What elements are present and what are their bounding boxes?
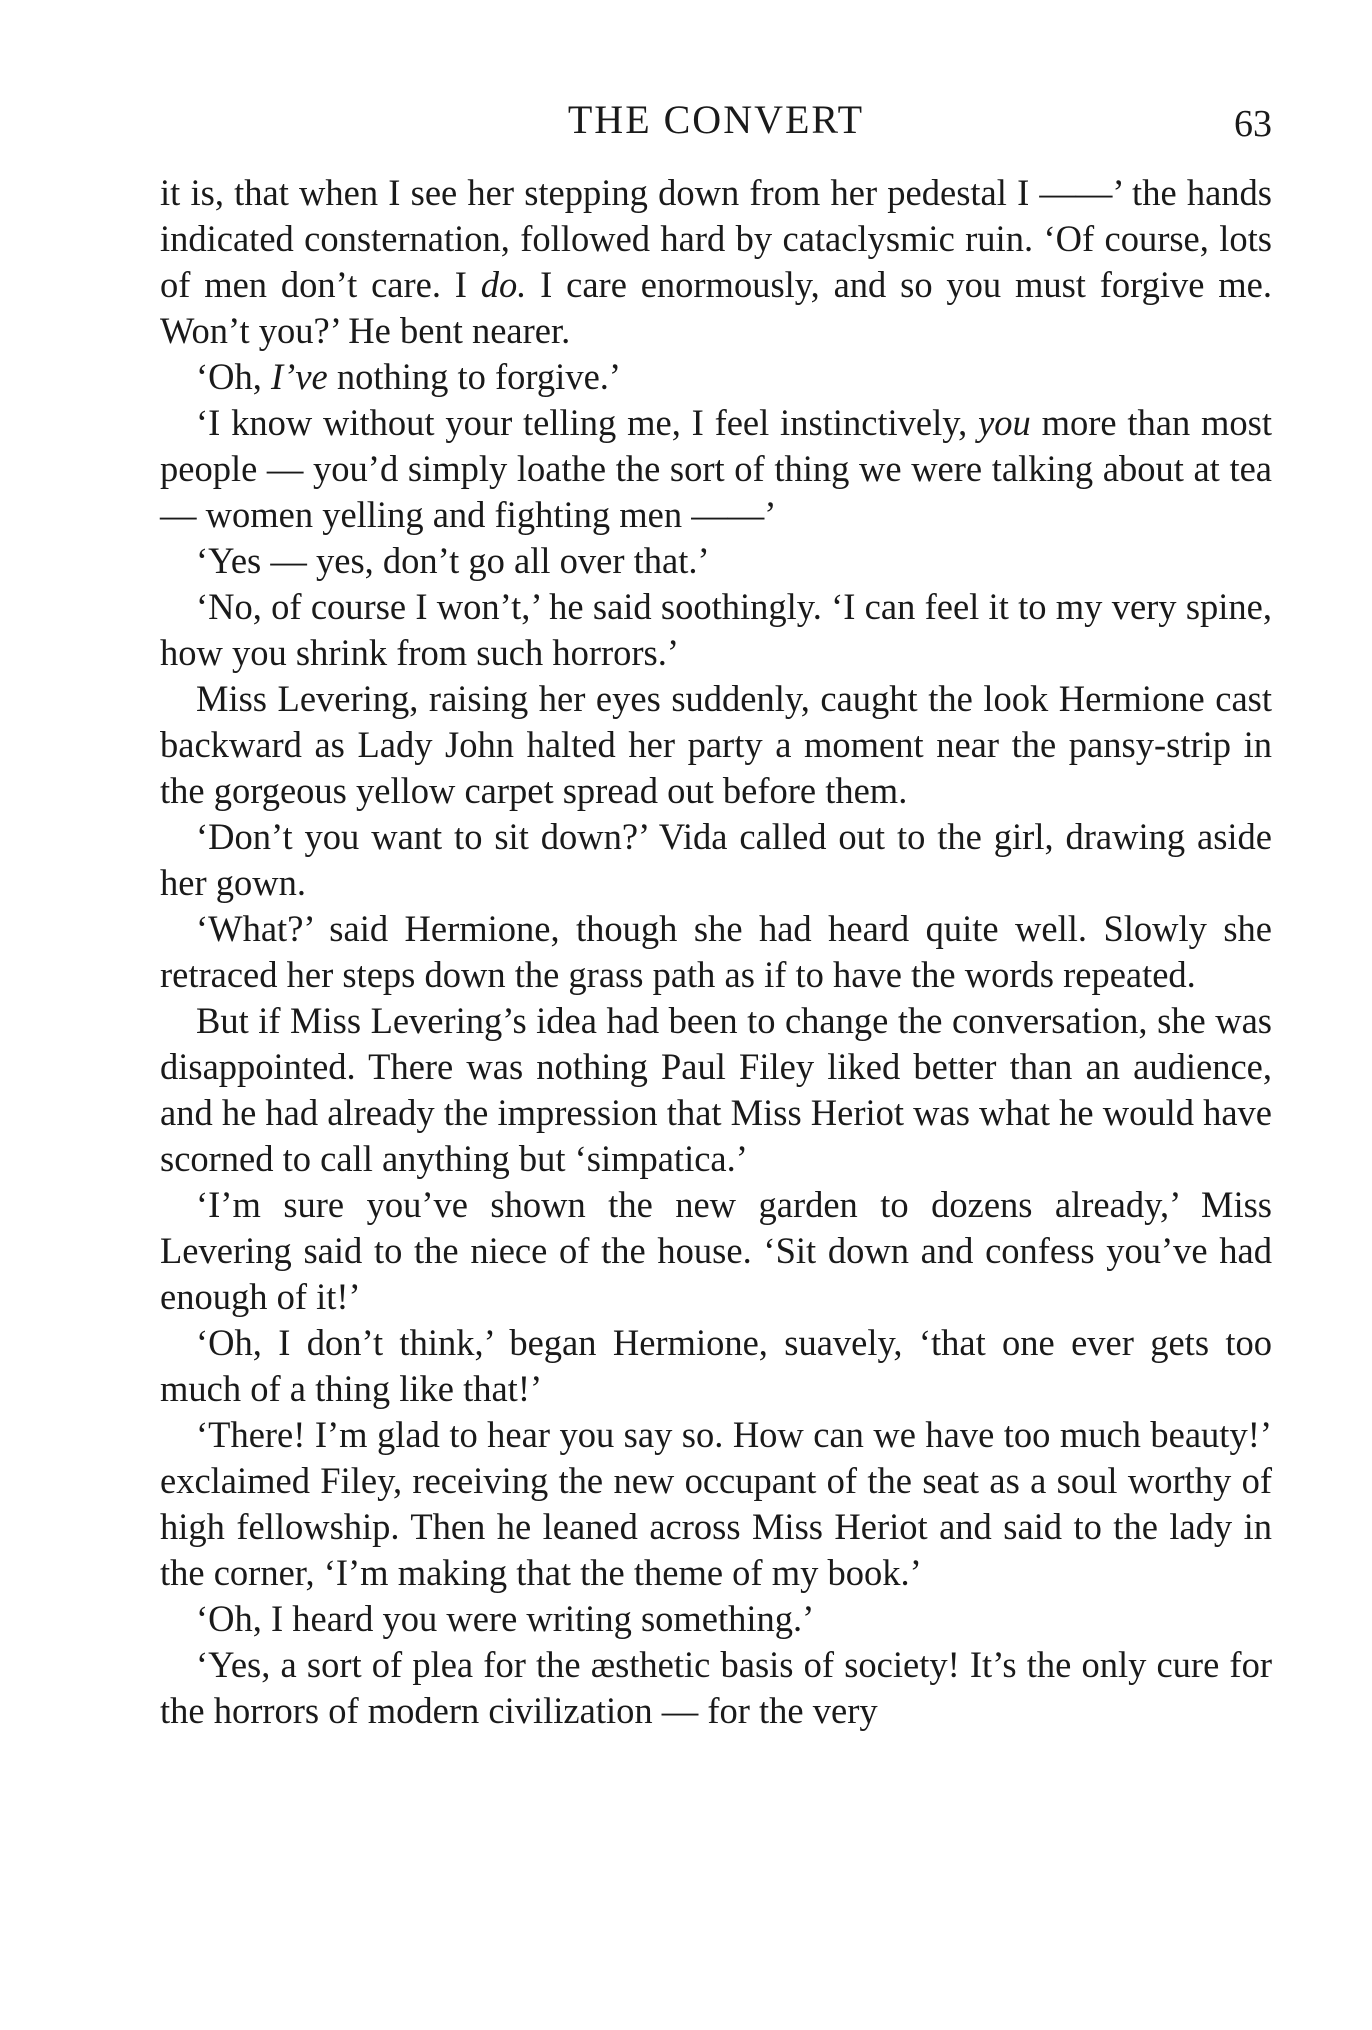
paragraph: [160, 1596, 1272, 1642]
paragraph: [160, 354, 1272, 400]
paragraph: [160, 400, 1272, 538]
text-run: ‘Don’t you want to sit down?’ Vida called out to the girl, drawing aside her gown.: [160, 816, 1272, 903]
text-run: ‘No, of course I won’t,’ he said soothingly. ‘I can feel it to my very spine, how you shrink from such horrors.’: [160, 586, 1272, 673]
paragraph: [160, 584, 1272, 676]
text-run: Miss Levering, raising her eyes suddenly, caught the look Hermione cast backward as Lady John halted her party a moment near the pansy-strip in the gorgeous yellow carpet spread out before them.: [160, 678, 1272, 811]
text-run: ‘I know without your telling me, I feel instinctively,: [196, 402, 979, 443]
text-run: But if Miss Levering’s idea had been to change the conversation, she was disappointed. There was nothing Paul Filey liked better than an audience, and he had already the impression that Miss Heriot was what he would have scorned to call anything but ‘simpatica.’: [160, 1000, 1272, 1179]
paragraph: [160, 676, 1272, 814]
text-run: ‘Oh,: [196, 356, 272, 397]
text-run: I care enormously, and so you must forgive me. Won’t you?’ He bent nearer.: [160, 264, 1273, 351]
paragraph: [160, 998, 1272, 1182]
italic-text: I’ve: [271, 356, 328, 397]
text-run: ‘Yes, a sort of plea for the æsthetic basis of society! It’s the only cure for the horrors of modern civilization — for the very: [160, 1644, 1272, 1731]
text-run: more than most people — you’d simply loathe the sort of thing we were talking about at tea — women yelling and fighting men ——’: [160, 402, 1272, 535]
text-run: ‘Oh, I don’t think,’ began Hermione, suavely, ‘that one ever gets too much of a thing like that!’: [160, 1322, 1272, 1409]
book-page: [160, 96, 1272, 1734]
paragraph: [160, 1642, 1272, 1734]
text-run: nothing to forgive.’: [327, 356, 622, 397]
paragraph: [160, 1412, 1272, 1596]
text-run: it is, that when I see her stepping down from her pedestal I ——’ the hands indicated consternation, followed hard by cataclysmic ruin. ‘Of course, lots of men don’t care. I: [160, 172, 1272, 305]
paragraph: [160, 814, 1272, 906]
running-title: THE CONVERT: [567, 97, 865, 142]
page-number: 63: [1234, 103, 1272, 145]
paragraph: [160, 1182, 1272, 1320]
paragraph: [160, 538, 1272, 584]
text-run: ‘What?’ said Hermione, though she had heard quite well. Slowly she retraced her steps down the grass path as if to have the words repeated.: [160, 908, 1272, 995]
italic-text: do.: [480, 264, 527, 305]
paragraph: [160, 1320, 1272, 1412]
text-run: ‘There! I’m glad to hear you say so. How can we have too much beauty!’ exclaimed Filey, receiving the new occupant of the seat as a soul worthy of high fellowship. Then he leaned across Miss Heriot and said to the lady in the corner, ‘I’m making that the theme of my book.’: [160, 1414, 1272, 1593]
paragraph: [160, 906, 1272, 998]
text-run: ‘I’m sure you’ve shown the new garden to dozens already,’ Miss Levering said to the niece of the house. ‘Sit down and confess you’ve had enough of it!’: [160, 1184, 1272, 1317]
text-run: ‘Oh, I heard you were writing something.’: [196, 1598, 815, 1639]
italic-text: you: [978, 402, 1031, 443]
running-head: [160, 96, 1272, 156]
text-run: ‘Yes — yes, don’t go all over that.’: [196, 540, 710, 581]
body-text: [160, 170, 1272, 1734]
paragraph: [160, 170, 1272, 354]
